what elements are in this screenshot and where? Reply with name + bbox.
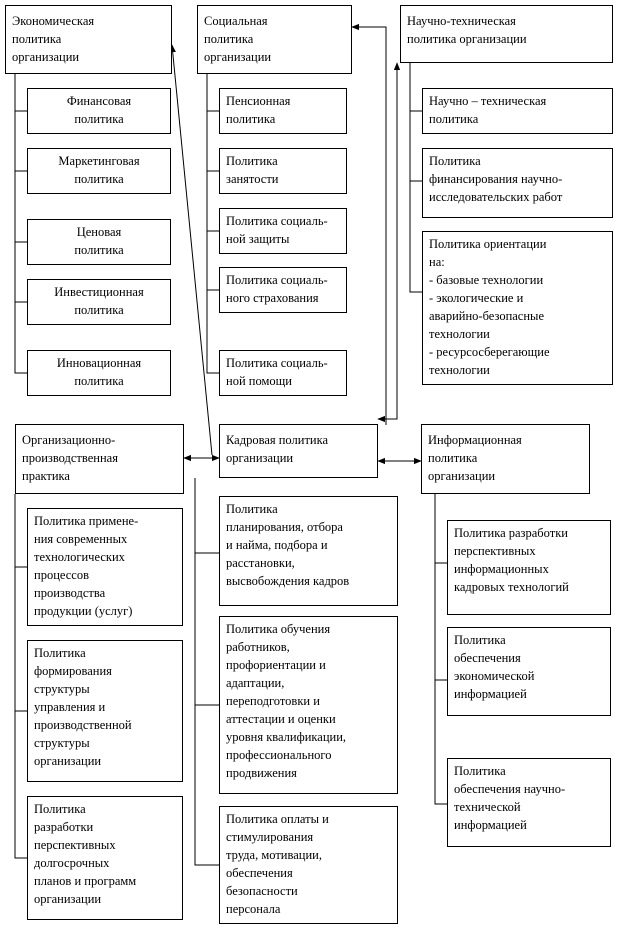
box-price-policy: Ценовая политика — [27, 219, 171, 265]
box-marketing-policy: Маркетинговая политика — [27, 148, 171, 194]
box-information-policy: Информационная политика организации — [421, 424, 590, 494]
box-training-policy: Политика обучения работников, профориентации и адаптации, переподготовки и аттестации и оценки уровня квалификации, профессионального продвижения — [219, 616, 398, 794]
box-innovation-policy: Инновационная политика — [27, 350, 171, 396]
information-branch-line — [435, 494, 447, 804]
scitech-branch-line — [410, 63, 422, 292]
box-social-policy: Социальная политика организации — [197, 5, 352, 74]
box-technology-orientation-policy: Политика ориентации на: - базовые технологии - экологические и аварийно-безопасные технологии - ресурсосберегающие технологии — [422, 231, 613, 385]
box-longterm-plans-policy: Политика разработки перспективных долгосрочных планов и программ организации — [27, 796, 183, 920]
box-social-assistance-policy: Политика социаль- ной помощи — [219, 350, 347, 396]
box-planning-hiring-policy: Политика планирования, отбора и найма, подбора и расстановки, высвобождения кадров — [219, 496, 398, 606]
box-employment-policy: Политика занятости — [219, 148, 347, 194]
box-orgprod-practice: Организационно- производственная практика — [15, 424, 184, 494]
box-hr-information-tech-policy: Политика разработки перспективных информационных кадровых технологий — [447, 520, 611, 615]
box-research-funding-policy: Политика финансирования научно- исследовательских работ — [422, 148, 613, 218]
box-financial-policy: Финансовая политика — [27, 88, 171, 134]
box-scitech-information-policy: Политика обеспечения научно- технической информацией — [447, 758, 611, 847]
personnel-branch-line — [195, 478, 219, 865]
box-social-insurance-policy: Политика социаль- ного страхования — [219, 267, 347, 313]
arrow-to-social — [352, 27, 386, 425]
box-pension-policy: Пенсионная политика — [219, 88, 347, 134]
economic-branch-line — [15, 74, 27, 373]
box-pay-motivation-policy: Политика оплаты и стимулирования труда, мотивации, обеспечения безопасности персонала — [219, 806, 398, 924]
arrow-to-economic — [172, 45, 212, 455]
social-branch-line — [207, 74, 219, 373]
box-economic-information-policy: Политика обеспечения экономической информацией — [447, 627, 611, 716]
box-modern-technology-policy: Политика примене- ния современных технологических процессов производства продукции (услуг) — [27, 508, 183, 626]
orgprod-branch-line — [15, 494, 27, 858]
box-personnel-policy: Кадровая политика организации — [219, 424, 378, 478]
box-scitech-subpolicy: Научно – техническая политика — [422, 88, 613, 134]
box-economic-policy: Экономическая политика организации — [5, 5, 172, 74]
box-social-protection-policy: Политика социаль- ной защиты — [219, 208, 347, 254]
arrow-to-personnel-from-scitech — [378, 63, 397, 419]
box-scitech-policy: Научно-техническая политика организации — [400, 5, 613, 63]
box-investment-policy: Инвестиционная политика — [27, 279, 171, 325]
box-structure-policy: Политика формирования структуры управления и производственной структуры организации — [27, 640, 183, 782]
